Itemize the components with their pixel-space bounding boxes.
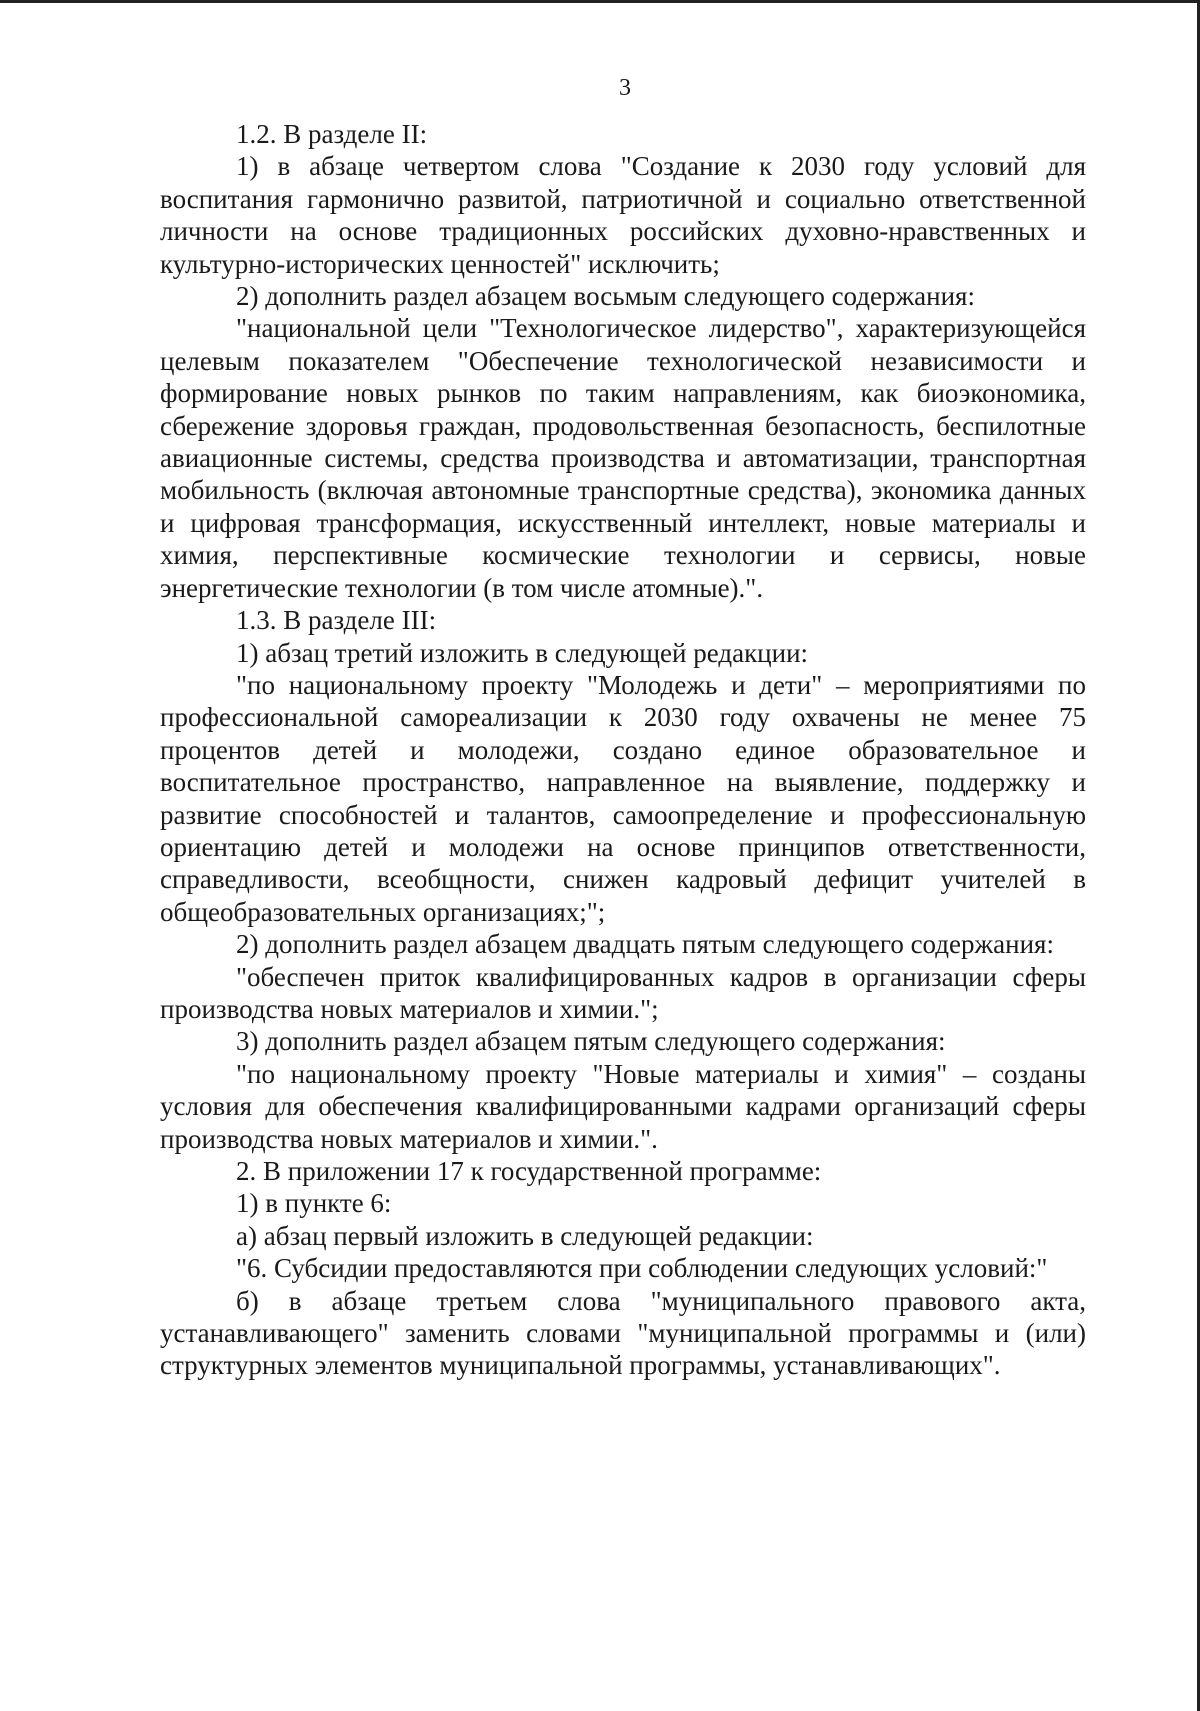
paragraph-quote-subsidies: "6. Субсидии предоставляются при соблюдении следующих условий:" [236, 1253, 1048, 1284]
paragraph-quote-qualified-staff: "обеспечен приток квалифицированных кадров в организации сферы производства новых материалов и химии."; [160, 961, 1086, 1024]
paragraph-subitem-a: а) абзац первый изложить в следующей редакции: [236, 1220, 814, 1251]
paragraph-quote-youth-children: "по национальному проекту "Молодежь и дети" – мероприятиями по профессиональной самореализации к 2030 году охвачены не менее 75 процентов детей и молодежи, создано единое образовательное и воспитательное пространство, направленное на выявление, поддержку и развитие способностей и талантов, самоопределение и профессиональную ориентацию детей и молодежи на основе принципов ответственности, справедливости, всеобщности, снижен кадровый дефицит учителей в общеобразовательных организациях;"; [160, 669, 1086, 927]
paragraph-subitem-b: б) в абзаце третьем слова "муниципального правового акта, устанавливающего" заменить словами "муниципальной программы и (или) структурных элементов муниципальной программы, устанавливающих". [160, 1285, 1086, 1381]
section-heading-1-3: 1.3. В разделе III: [236, 605, 437, 636]
paragraph-quote-new-materials: "по национальному проекту "Новые материалы и химия" – созданы условия для обеспечения квалифицированными кадрами организаций сферы производства новых материалов и химии.". [160, 1058, 1086, 1154]
paragraph-item-2-dopolnit: 2) дополнить раздел абзацем восьмым следующего содержания: [236, 281, 975, 312]
section-heading-2-appendix-17: 2. В приложении 17 к государственной программе: [236, 1156, 822, 1186]
paragraph-quote-tech-leadership: "национальной цели "Технологическое лидерство", характеризующейся целевым показателем "Обеспечение технологической независимости и формирование новых рынков по таким направлениям, как биоэкономика, сбережение здоровья граждан, продовольственная безопасность, беспилотные авиационные системы, средства производства и автоматизации, транспортная мобильность (включая автономные транспортные средства), экономика данных и цифровая трансформация, искусственный интеллект, новые материалы и химия, перспективные космические технологии и сервисы, новые энергетические технологии (в том числе атомные).". [160, 313, 1086, 603]
paragraph-item-1-abzac-4: 1) в абзаце четвертом слова "Создание к 2030 году условий для воспитания гармонично развитой, патриотичной и социально ответственной личности на основе традиционных российских духовно-нравственных и культурно-исторических ценностей" исключить; [160, 151, 1086, 279]
document-body [160, 118, 1086, 1382]
paragraph-item-1-punkt-6: 1) в пункте 6: [236, 1188, 392, 1219]
scan-border-top [0, 0, 1200, 3]
paragraph-item-1-abzac-3: 1) абзац третий изложить в следующей редакции: [236, 637, 809, 668]
section-heading-1-2: 1.2. В разделе II: [236, 119, 428, 149]
paragraph-item-3-abzac-5: 3) дополнить раздел абзацем пятым следующего содержания: [236, 1026, 946, 1057]
paragraph-item-2-abzac-25: 2) дополнить раздел абзацем двадцать пятым следующего содержания: [236, 929, 1054, 960]
page-number: 3 [619, 75, 631, 101]
